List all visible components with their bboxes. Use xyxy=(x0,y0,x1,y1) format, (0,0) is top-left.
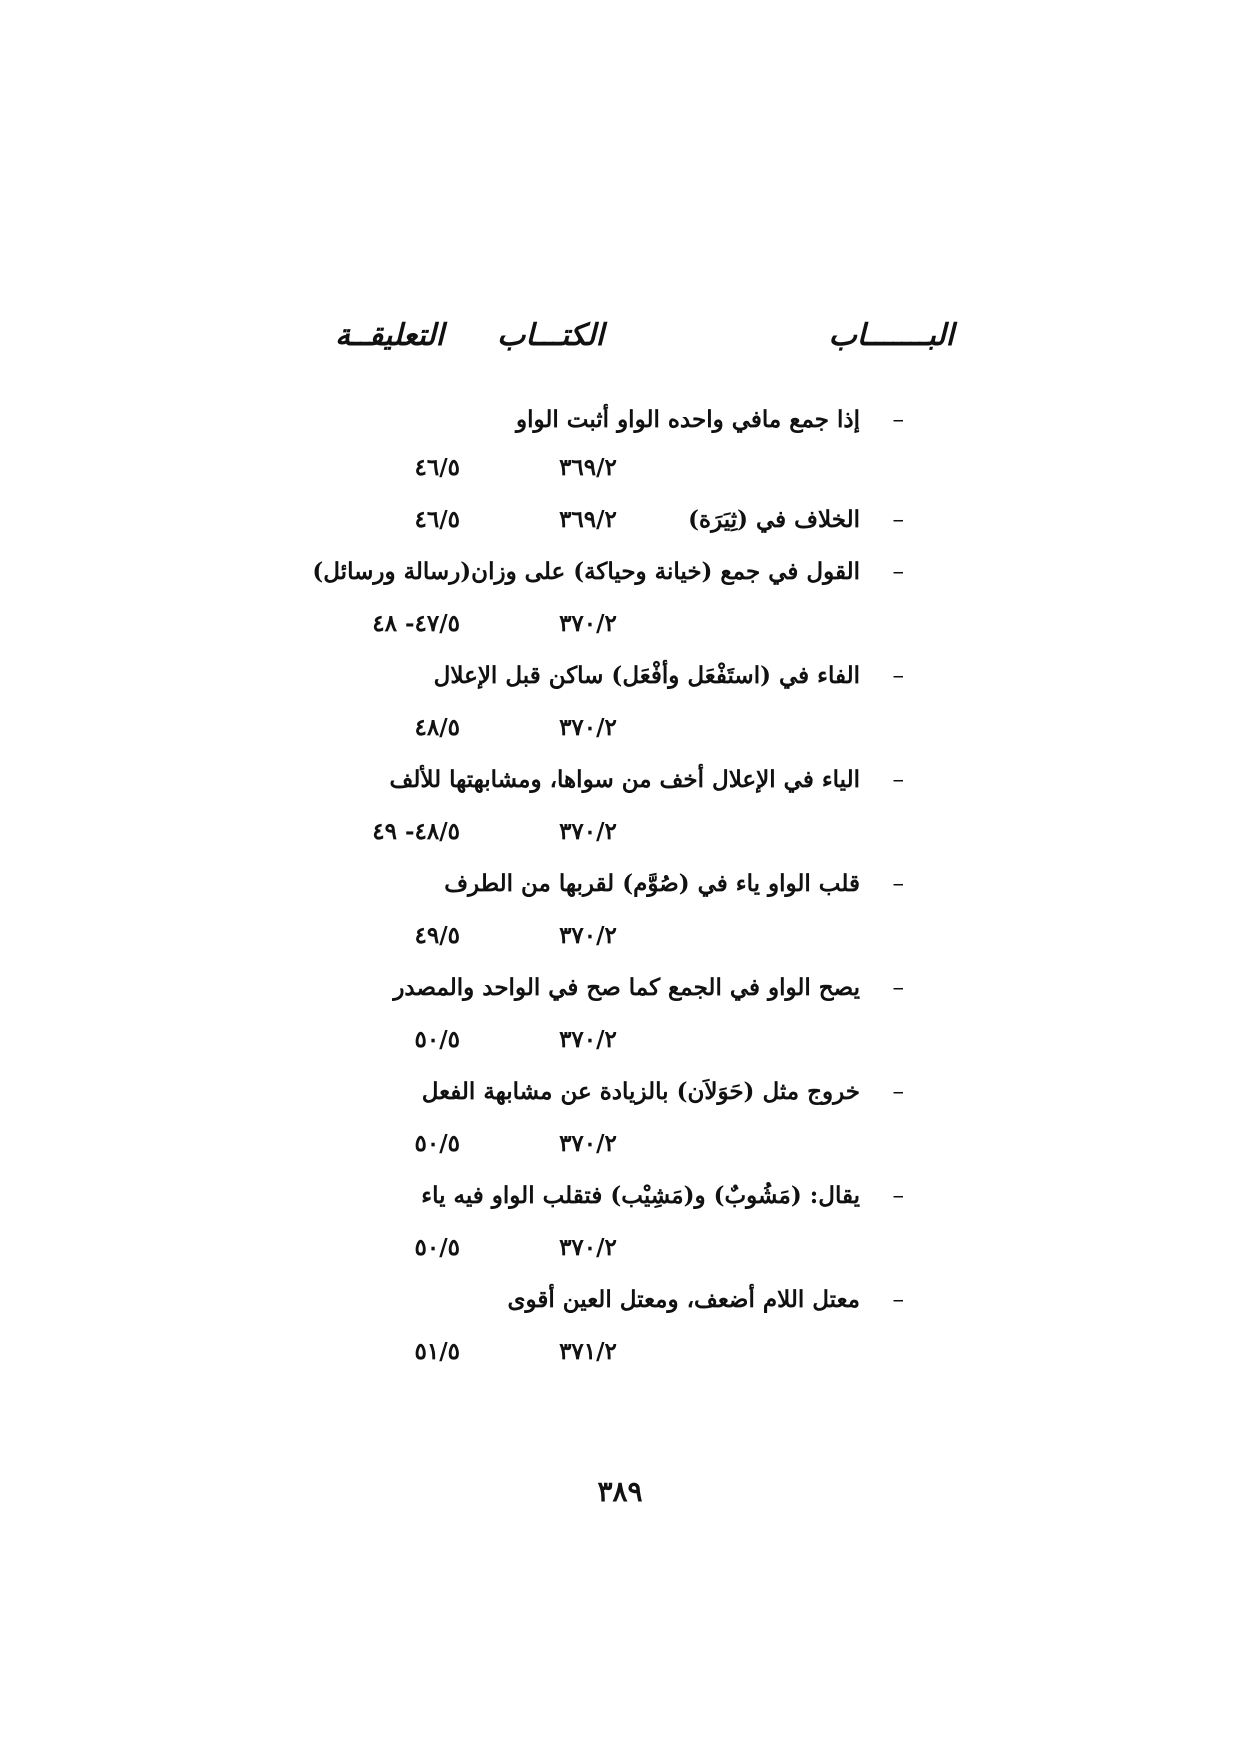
topic-text: الفاء في (استَفْعَل وأفْعَل) ساكن قبل الإعلال xyxy=(433,662,860,689)
dash-mark: – xyxy=(892,1079,904,1105)
kitab-reference: ٣٧٠/٢ xyxy=(559,1234,617,1261)
topic-row xyxy=(0,1176,1240,1216)
dash-mark: – xyxy=(892,975,904,1001)
kitab-reference: ٣٧٠/٢ xyxy=(559,610,617,637)
dash-mark: – xyxy=(892,663,904,689)
taliqa-reference: ٤٦/٥ xyxy=(414,506,460,533)
dash-mark: – xyxy=(892,507,904,533)
taliqa-reference: ٥٠/٥ xyxy=(414,1130,460,1157)
topic-text: يصح الواو في الجمع كما صح في الواحد والمصدر xyxy=(393,974,860,1001)
kitab-reference: ٣٧١/٢ xyxy=(559,1338,617,1365)
reference-row xyxy=(0,708,1240,748)
kitab-reference: ٣٦٩/٢ xyxy=(559,454,617,481)
reference-row xyxy=(0,448,1240,488)
dash-mark: – xyxy=(892,767,904,793)
topic-text: يقال: (مَشُوبٌ) و(مَشِيْب) فتقلب الواو فيه ياء xyxy=(421,1182,860,1209)
topic-row xyxy=(0,500,1240,540)
topic-text: القول في جمع (خيانة وحياكة) على وزان(رسالة ورسائل) xyxy=(312,558,860,585)
topic-text: الخلاف في (ثِيَرَة) xyxy=(688,506,860,533)
dash-mark: – xyxy=(892,1183,904,1209)
topic-text: الياء في الإعلال أخف من سواها، ومشابهتها للألف xyxy=(389,766,860,793)
reference-row xyxy=(0,916,1240,956)
topic-text: خروج مثل (حَوَلاَن) بالزيادة عن مشابهة الفعل xyxy=(421,1078,860,1105)
topic-row xyxy=(0,552,1240,592)
topic-text: قلب الواو ياء في (صُوَّم) لقربها من الطرف xyxy=(444,870,860,897)
header-bab: البـــــــاب xyxy=(828,318,954,353)
kitab-reference: ٣٧٠/٢ xyxy=(559,818,617,845)
topic-row xyxy=(0,400,1240,440)
taliqa-reference: ٤٩/٥ xyxy=(414,922,460,949)
reference-row xyxy=(0,1124,1240,1164)
reference-row xyxy=(0,1228,1240,1268)
dash-mark: – xyxy=(892,871,904,897)
topic-row xyxy=(0,1072,1240,1112)
reference-row xyxy=(0,604,1240,644)
taliqa-reference: ٤٧/٥- ٤٨ xyxy=(372,610,460,637)
page-number: ٣٨٩ xyxy=(597,1475,643,1508)
topic-text: معتل اللام أضعف، ومعتل العين أقوى xyxy=(507,1286,860,1313)
kitab-reference: ٣٧٠/٢ xyxy=(559,714,617,741)
topic-row xyxy=(0,1280,1240,1320)
topic-row xyxy=(0,864,1240,904)
reference-row xyxy=(0,1332,1240,1372)
kitab-reference: ٣٧٠/٢ xyxy=(559,922,617,949)
taliqa-reference: ٤٨/٥ xyxy=(414,714,460,741)
taliqa-reference: ٥١/٥ xyxy=(414,1338,460,1365)
kitab-reference: ٣٧٠/٢ xyxy=(559,1026,617,1053)
dash-mark: – xyxy=(892,559,904,585)
taliqa-reference: ٥٠/٥ xyxy=(414,1026,460,1053)
dash-mark: – xyxy=(892,407,904,433)
topic-row xyxy=(0,656,1240,696)
taliqa-reference: ٥٠/٥ xyxy=(414,1234,460,1261)
taliqa-reference: ٤٨/٥- ٤٩ xyxy=(372,818,460,845)
taliqa-reference: ٤٦/٥ xyxy=(414,454,460,481)
header-kitab: الكتـــاب xyxy=(497,318,604,353)
dash-mark: – xyxy=(892,1287,904,1313)
topic-text: إذا جمع مافي واحده الواو أثبت الواو xyxy=(515,406,860,433)
kitab-reference: ٣٧٠/٢ xyxy=(559,1130,617,1157)
topic-row xyxy=(0,760,1240,800)
kitab-reference: ٣٦٩/٢ xyxy=(559,506,617,533)
reference-row xyxy=(0,812,1240,852)
reference-row xyxy=(0,1020,1240,1060)
topic-row xyxy=(0,968,1240,1008)
header-taliqa: التعليقــة xyxy=(335,318,444,353)
